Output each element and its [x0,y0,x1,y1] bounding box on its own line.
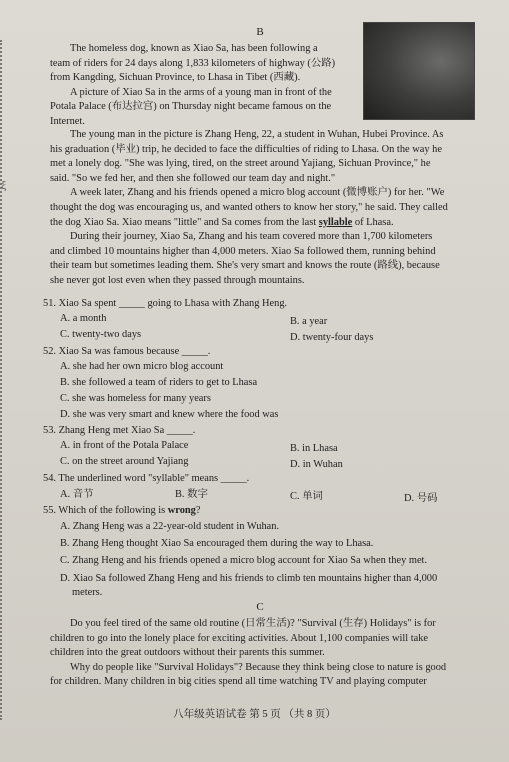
page-footer: 八年级英语试卷 第 5 页 （共 8 页） [173,709,336,720]
option-52-a: A. she had her own micro blog account [60,361,224,372]
passage-line: said. "So we fed her, and then she followed our team day and night." [50,172,336,184]
option-52-b: B. she followed a team of riders to get to Lhasa [60,377,258,388]
question-53: 53. Zhang Heng met Xiao Sa _____. [43,425,196,436]
passage-line: Internet. [50,115,85,127]
option-54-d: D. 号码 [404,493,438,504]
option-55-d-continued: meters. [72,587,103,598]
option-53-c: C. on the street around Yajiang [60,456,189,467]
passage-line: A week later, Zhang and his friends opened a micro blog account (微博账户) for her. "We [70,187,445,199]
section-b-heading: B [256,26,264,38]
passage-line: Potala Palace (布达拉宫) on Thursday night became famous on the [50,101,332,113]
question-text: ? [195,505,201,516]
option-54-a: A. 音节 [60,489,94,500]
option-53-b: B. in Lhasa [290,443,338,454]
passage-line: met a lonely dog. "She was lying, tired, on the street around Yajiang, Sichuan Province," he [50,158,431,170]
option-55-d: D. Xiao Sa followed Zhang Heng and his friends to climb ten mountains higher than 4,000 [60,573,438,584]
question-text: 55. Which of the following is [43,505,168,516]
passage-line: The young man in the picture is Zhang Heng, 22, a student in Wuhan, Hubei Province. As [70,129,444,140]
passage-line [50,216,460,231]
option-52-d: D. she was very smart and knew where the food was [60,409,279,420]
underlined-word: syllable [318,216,353,228]
passage-line: she never got lost even when they passed through mountains. [50,274,305,286]
passage-line: thought the dog was encouraging us, and wanted others to know her story," he said. They called [50,201,448,213]
question-54: 54. The underlined word "syllable" means _____. [43,473,250,484]
option-51-b: B. a year [290,316,328,327]
question-55 [43,504,201,518]
passage-line: team of riders for 24 days along 1,833 kilometers of highway (公路) [50,57,336,69]
passage-line: for children. Many children in big cities spend all time watching TV and playing computer [50,676,427,688]
question-51: 51. Xiao Sa spent _____ going to Lhasa with Zhang Heng. [43,298,288,309]
binding-line [0,40,6,720]
option-55-b: B. Zhang Heng thought Xiao Sa encouraged them during the way to Lhasa. [60,538,374,549]
passage-line: During their journey, Xiao Sa, Zhang and his team covered more than 1,700 kilometers [70,231,433,243]
passage-line: The homeless dog, known as Xiao Sa, has been following a [70,43,318,54]
passage-text: the dog Xiao Sa. Xiao means "little" and Sa comes from the last [50,216,317,228]
passage-line: his graduation (毕业) trip, he decided to face the difficulties of riding to Lhasa. On the way he [50,143,442,155]
question-52: 52. Xiao Sa was famous because _____. [43,346,211,357]
passage-line: their team but sometimes leading them. She's very smart and knows the route (路线), because [50,260,440,272]
emphasis-word: wrong [167,505,196,516]
option-51-c: C. twenty-two days [60,329,142,340]
passage-c [50,617,460,690]
passage-line: A picture of Xiao Sa in the arms of a young man in front of the [70,86,332,98]
section-c-heading: C [256,601,264,613]
passage-line: Why do people like "Survival Holidays"? Because they think being close to nature is good [70,661,447,673]
option-53-d: D. in Wuhan [290,459,343,470]
option-51-a: A. a month [60,313,107,324]
passage-line: children to go into the lonely place for exciting activities. About 1,100 companies will take [50,632,429,644]
passage-text: of Lhasa. [354,216,394,228]
passage-line: from Kangding, Sichuan Province, to Lhasa in Tibet (西藏). [50,72,301,84]
option-52-c: C. she was homeless for many years [60,393,211,404]
passage-line: Do you feel tired of the same old routine (日常生活)? "Survival (生存) Holidays" is for [70,618,436,629]
binding-mark: ξ [1,178,7,192]
option-55-c: C. Zhang Heng and his friends opened a micro blog account for Xiao Sa when they met. [60,555,428,566]
option-54-b: B. 数字 [175,489,208,500]
passage-b-para-1 [50,42,460,130]
option-55-a: A. Zhang Heng was a 22-year-old student in Wuhan. [60,521,280,532]
option-51-d: D. twenty-four days [290,332,374,343]
passage-line: children into the great outdoors without their parents this summer. [50,647,325,659]
passage-b-para-2 [50,128,460,289]
passage-line: and climbed 10 mountains higher than 4,000 meters. Xiao Sa followed them, running behind [50,245,436,257]
option-53-a: A. in front of the Potala Palace [60,440,189,451]
option-54-c: C. 单词 [290,491,323,502]
